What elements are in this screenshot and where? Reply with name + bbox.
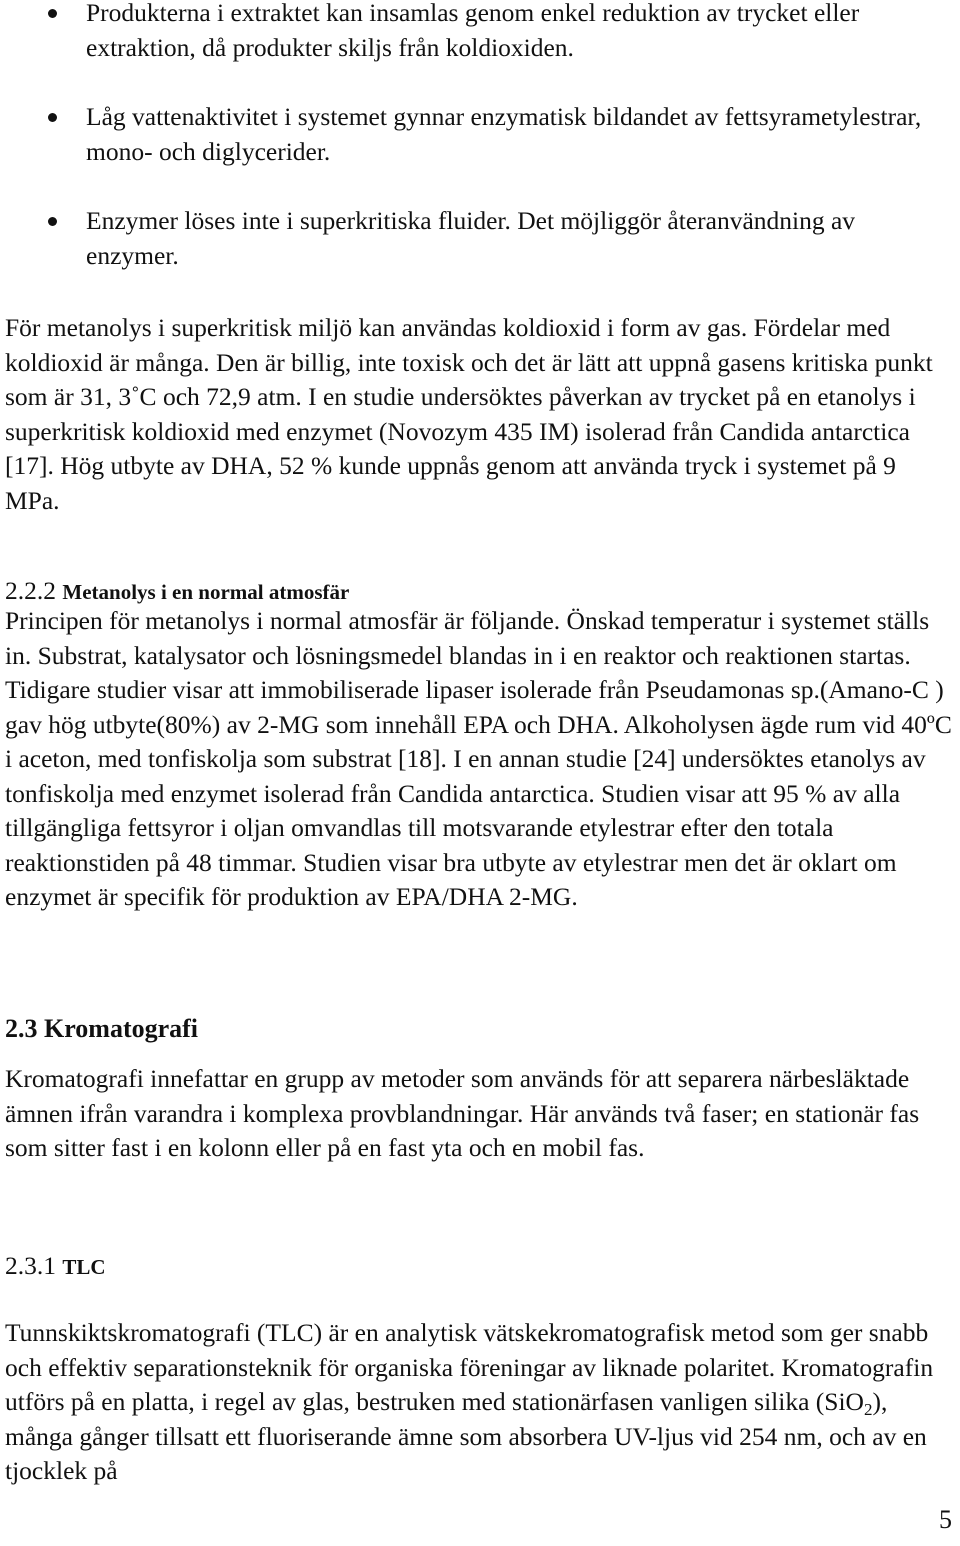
bullet-dot-icon [48, 113, 57, 122]
bullet-text: Produkterna i extraktet kan insamlas genom enkel reduktion av trycket eller extraktion, då produkter skiljs från koldioxiden. [86, 0, 860, 62]
bullet-list [0, 0, 960, 308]
page-number: 5 [939, 1505, 952, 1534]
bullet-dot-icon [48, 217, 57, 226]
subscript: 2 [863, 1400, 873, 1419]
tlc-text-part: ), många gånger tillsatt ett fluoriserande ämne som absorbera UV-ljus vid 254 nm, och av en tjocklek på [5, 1387, 927, 1485]
section-heading-2-3: 2.3 Kromatografi [5, 1014, 199, 1043]
tlc-text-part: Tunnskiktskromatografi (TLC) är en analytisk vätskekromatografisk metod som ger snabb och effektiv separationsteknik för organiska föreningar av liknade polaritet. Kromatografin utförs på en platta, i regel av glas, bestruken med stationärfasen vanligen silika (SiO [5, 1318, 934, 1416]
paragraph-supercritical: För metanolys i superkritisk miljö kan användas koldioxid i form av gas. Fördelar med koldioxid är många. Den är billig, inte toxisk och det är lätt att uppnå gasens kritiska punkt som är 31, 3˚C och 72,9 atm. I en studie undersöktes påverkan av trycket på en etanolys i superkritisk koldioxid med enzymet (Novozym 435 IM) isolerad från Candida antarctica [17]. Hög utbyte av DHA, 52 % kunde uppnås genom att använda tryck i systemet på 9 MPa. [5, 313, 933, 515]
bullet-item [0, 100, 946, 169]
bullet-text: Låg vattenaktivitet i systemet gynnar enzymatisk bildandet av fettsyrametylestrar, mono- och diglycerider. [86, 102, 922, 166]
bullet-item [0, 204, 946, 273]
bullet-dot-icon [48, 9, 57, 18]
section-number: 2.2.2 [5, 576, 56, 605]
paragraph-normal-atmosphere: Principen för metanolys i normal atmosfär är följande. Önskad temperatur i systemet ställs in. Substrat, katalysator och lösningsmedel blandas in i en reaktor och reaktionen startas. Tidigare studier visar att immobiliserade lipaser isolerade från Pseudamonas sp.(Amano-C ) gav hög utbyte(80%) av 2-MG som innehåll EPA och DHA. Alkoholysen ägde rum vid 40ºC i aceton, med tonfiskolja som substrat [18]. I en annan studie [24] undersöktes etanolys av tonfiskolja med enzymet isolerad från Candida antarctica. Studien visar att 95 % av alla tillgängliga fettsyror i oljan omvandlas till motsvarande etylestrar efter den totala reaktionstiden på 48 timmar. Studien visar bra utbyte av etylestrar men det är oklart om enzymet är specifik för produktion av EPA/DHA 2-MG. [5, 606, 952, 911]
paragraph-chromatography: Kromatografi innefattar en grupp av metoder som används för att separera närbesläktade ämnen ifrån varandra i komplexa provblandningar. Här används två faser; en stationär fas som sitter fast i en kolonn eller på en fast yta och en mobil fas. [5, 1064, 920, 1162]
section-title: Metanolys i en normal atmosfär [62, 580, 350, 604]
bullet-item [0, 0, 946, 65]
section-heading-2-3-1 [5, 1249, 955, 1285]
bullet-text: Enzymer löses inte i superkritiska fluider. Det möjliggör återanvändning av enzymer. [86, 206, 856, 270]
section-number: 2.3.1 [5, 1251, 56, 1280]
section-title: TLC [62, 1255, 106, 1279]
paragraph-tlc [5, 1316, 955, 1489]
